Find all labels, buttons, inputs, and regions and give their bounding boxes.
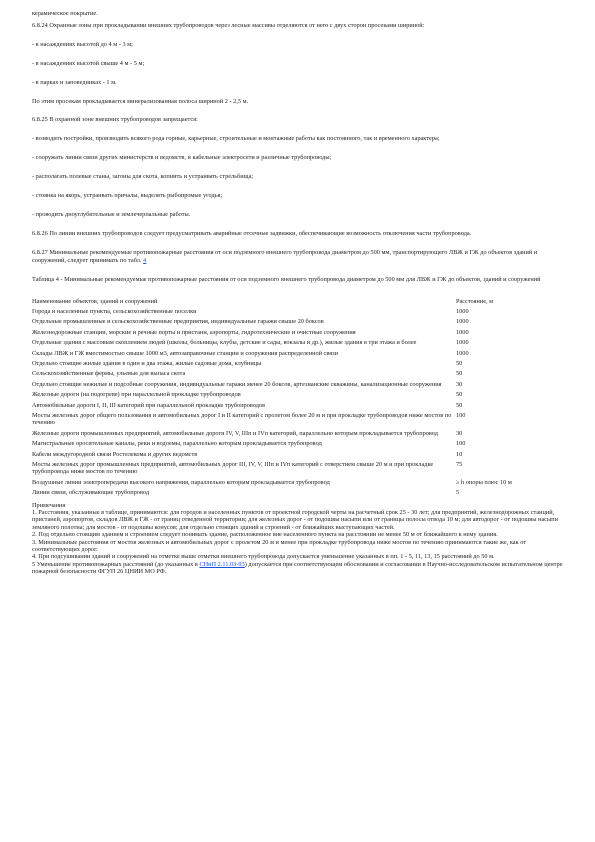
row-object-name: Воздушные линии электропередачи высокого напряжения, параллельно которым прокладывается трубопровод — [32, 478, 330, 486]
row-distance: 75 — [456, 461, 463, 468]
notes-title: Примечания — [32, 501, 66, 509]
table-row — [32, 370, 566, 380]
list-item: - в парках и заповедниках - 1 м. — [32, 78, 117, 86]
table-row — [32, 489, 566, 499]
row-distance: 30 — [456, 380, 463, 388]
row-object-name: Мосты железных дорог общего пользования и автомобильных дорог I и II категорий с пролетом более 20 м и при прокладке трубопроводов ниже мостов по течению — [32, 411, 452, 427]
top-fragment: керамическое покрытие. — [32, 10, 98, 17]
row-object-name: Кабели междугородной связи Ростелекома и других ведомств — [32, 450, 198, 458]
row-distance: 50 — [456, 401, 463, 409]
row-distance: 10 — [456, 450, 463, 458]
paragraph-6-8-24: 6.8.24 Охранные зоны при прокладывании внешних трубопроводов через лесные массивы отделяются от него с двух сторон просеками шириной: — [32, 21, 425, 29]
header-distance: Расстояние, м — [456, 297, 494, 305]
table-row — [32, 318, 566, 328]
paragraph-6-8-27 — [32, 249, 566, 265]
row-object-name: Железные дороги (на подогреве) при параллельной прокладке трубопроводов — [32, 391, 241, 399]
row-object-name: Магистральные оросительные каналы, реки и водоемы, параллельно которым прокладывается трубопровод — [32, 440, 322, 448]
row-object-name: Отдельно стоящие нежилые и подсобные сооружения, индивидуальные гаражи менее 20 боксов, артезианские скважины, канализационные сооружения — [32, 380, 442, 388]
row-distance: 5 — [456, 489, 460, 497]
table-row — [32, 350, 566, 360]
note-item-5 — [32, 561, 566, 576]
snip-link[interactable]: СНиП 2.11.03-93 — [199, 560, 245, 568]
list-item: - располагать полевые станы, загоны для скота, копнить и устраивать стрельбища; — [32, 173, 254, 181]
distances-table — [32, 298, 566, 500]
table-row — [32, 308, 566, 318]
paragraph-6-8-25: 6.8.25 В охранной зоне внешних трубопроводов запрещается: — [32, 116, 198, 124]
table-row — [32, 451, 566, 461]
note5-prefix: 5 Уменьшение противопожарных расстояний (до указанных в — [32, 560, 200, 568]
row-object-name: Отдельные здания с массовым скоплением людей (школы, больницы, клубы, детские и сады, вокзалы и др.), жилые здания в три этажа и более — [32, 339, 417, 347]
row-object-name: Автомобильные дороги I, II, III категорий при параллельной прокладке трубопроводов — [32, 401, 266, 409]
note5-suffix: ) допускается при соответствующем обосновании и согласовании в Научно-исследовательском испытательном центре пожарной безопасности ФГУП 26 ЦНИИ МО РФ. — [32, 560, 563, 576]
row-distance: 1000 — [456, 339, 469, 347]
table-row — [32, 360, 566, 370]
table-row — [32, 412, 566, 430]
list-item: - в насаждениях высотой до 4 м - 3 м; — [32, 40, 133, 48]
row-distance: 1000 — [456, 349, 469, 357]
row-distance: 50 — [456, 359, 463, 367]
table-caption: Таблица 4 - Минимальные рекомендуемые противопожарные расстояния от оси подземного внешнего трубопровода диаметром до 500 мм для ЛВЖ и ГЖ до объектов, зданий и сооружений — [32, 275, 541, 283]
notes-section — [32, 502, 566, 576]
table-row — [32, 479, 566, 489]
row-distance: ≥ h опоры плюс 10 м — [456, 478, 512, 486]
list-item: - возводить постройки, производить всякого рода горные, карьерные, строительные и монтажные работы как постоянного, так и временного характера; — [32, 135, 440, 143]
table-row — [32, 430, 566, 440]
table-row — [32, 461, 566, 479]
table-row — [32, 339, 566, 349]
paragraph-6-8-27-text: 6.8.27 Минимальные рекомендуемые противопожарные расстояния от оси подземного внешнего трубопровода диаметром до 500 мм, транспортирующего ЛВЖ и ГЖ до объектов зданий и сооружений, следует принимать по табл. — [32, 248, 538, 264]
note-item: 4. При подсушивании зданий и сооружений на отметке выше отметки внешнего трубопровода допускается уменьшение указанных в пп. 1 - 5, 11, 13, 15 расстояний до 50 м. — [32, 553, 495, 561]
row-distance: 1000 — [456, 318, 469, 326]
document-page — [32, 10, 566, 576]
row-object-name: Города и населенные пункты, сельскохозяйственные поселки — [32, 307, 197, 315]
table-row — [32, 329, 566, 339]
row-object-name: Линии связи, обслуживающие трубопровод — [32, 489, 150, 497]
row-object-name: Склады ЛВЖ и ГЖ вместимостью свыше 1000 м3, автозаправочные станции и сооружения распределенной связи — [32, 349, 338, 357]
row-distance: 1000 — [456, 307, 469, 315]
row-distance: 50 — [456, 370, 463, 378]
row-distance: 1000 — [456, 328, 469, 336]
table-row — [32, 381, 566, 391]
paragraph-6-8-26: 6.8.26 По линии внешних трубопроводов следует предусматривать аварийные отсечные задвижки, обеспечивающие возможность отключения части трубопровода. — [32, 229, 472, 237]
note-item: 1. Расстояния, указанные в таблице, принимаются: для городов и населенных пунктов от проектной городской черты на расчетный срок 25 - 30 лет; для предприятий, железнодорожных станций, пристаней, аэропортов, складов ЛВЖ и ГЖ - от границ отведенной территории; для железных дорог - от подошвы насыпи или от границы полосы отвода 10 м; для автодорог - от подошвы насыпи земляного полотна; для мостов - от подошвы конусов; для отдельно стоящих зданий и строений - от ближайших выступающих частей. — [32, 509, 558, 531]
list-item: - проводить дноуглубительные и землечерпальные работы. — [32, 210, 191, 218]
paragraph-6-8-24-tail: По этим просекам прокладывается минерализованная полоса шириной 2 - 2,5 м. — [32, 97, 249, 105]
row-object-name: Мосты железных дорог промышленных предприятий, автомобильных дорог III, IV, V, IIIп и IVп категорий с отверстием свыше 20 м и при прокладке трубопровода ниже мостов по течению — [32, 461, 434, 476]
list-item: - сооружать линии связи других министерств и ведомств, и кабельные электросети и различные трубопроводы; — [32, 154, 332, 162]
row-distance: 50 — [456, 391, 463, 399]
table-4-link[interactable]: 4 — [143, 256, 147, 264]
row-object-name: Отдельные промышленные и сельскохозяйственные предприятия, индивидуальные гаражи свыше 20 боксов — [32, 318, 324, 326]
row-distance: 100 — [456, 411, 466, 419]
table-row — [32, 391, 566, 401]
table-row — [32, 440, 566, 450]
row-object-name: Железнодорожные станции, морские и речные порты и пристани, аэропорты, гидротехнические и очистные сооружения — [32, 328, 356, 336]
table-header-row — [32, 298, 566, 308]
list-item: - в насаждениях высотой свыше 4 м - 5 м; — [32, 59, 145, 67]
table-row — [32, 402, 566, 412]
row-distance: 30 — [456, 429, 463, 437]
row-object-name: Железные дороги промышленных предприятий, автомобильные дороги IV, V, IIIп и IVп категорий, параллельно которым прокладывается трубопровод — [32, 429, 438, 437]
header-name: Наименование объектов, зданий и сооружений — [32, 297, 158, 305]
note-item: 3. Минимальные расстояния от мостов железных и автомобильных дорог с пролетом 20 м и менее при прокладке трубопровода ниже мостов по течению принимаются такие же, как от соответствующих дорог. — [32, 538, 527, 554]
row-object-name: Сельскохозяйственные фермы, ульевые для выпаса скота — [32, 370, 186, 378]
row-object-name: Отдельно стоящие жилые здания в один и два этажа, жилые садовые дома, клубницы — [32, 359, 262, 367]
list-item: - стоянка на якорь, устраивать причалы, выделять рыбопромые угодья; — [32, 192, 223, 200]
row-distance: 100 — [456, 440, 466, 448]
note-item: 2. Под отдельно стоящим зданием и строением следует понимать здание, расположенное вне населенного пункта на расстоянии не менее 50 м от ближайшего к нему здания. — [32, 531, 498, 539]
